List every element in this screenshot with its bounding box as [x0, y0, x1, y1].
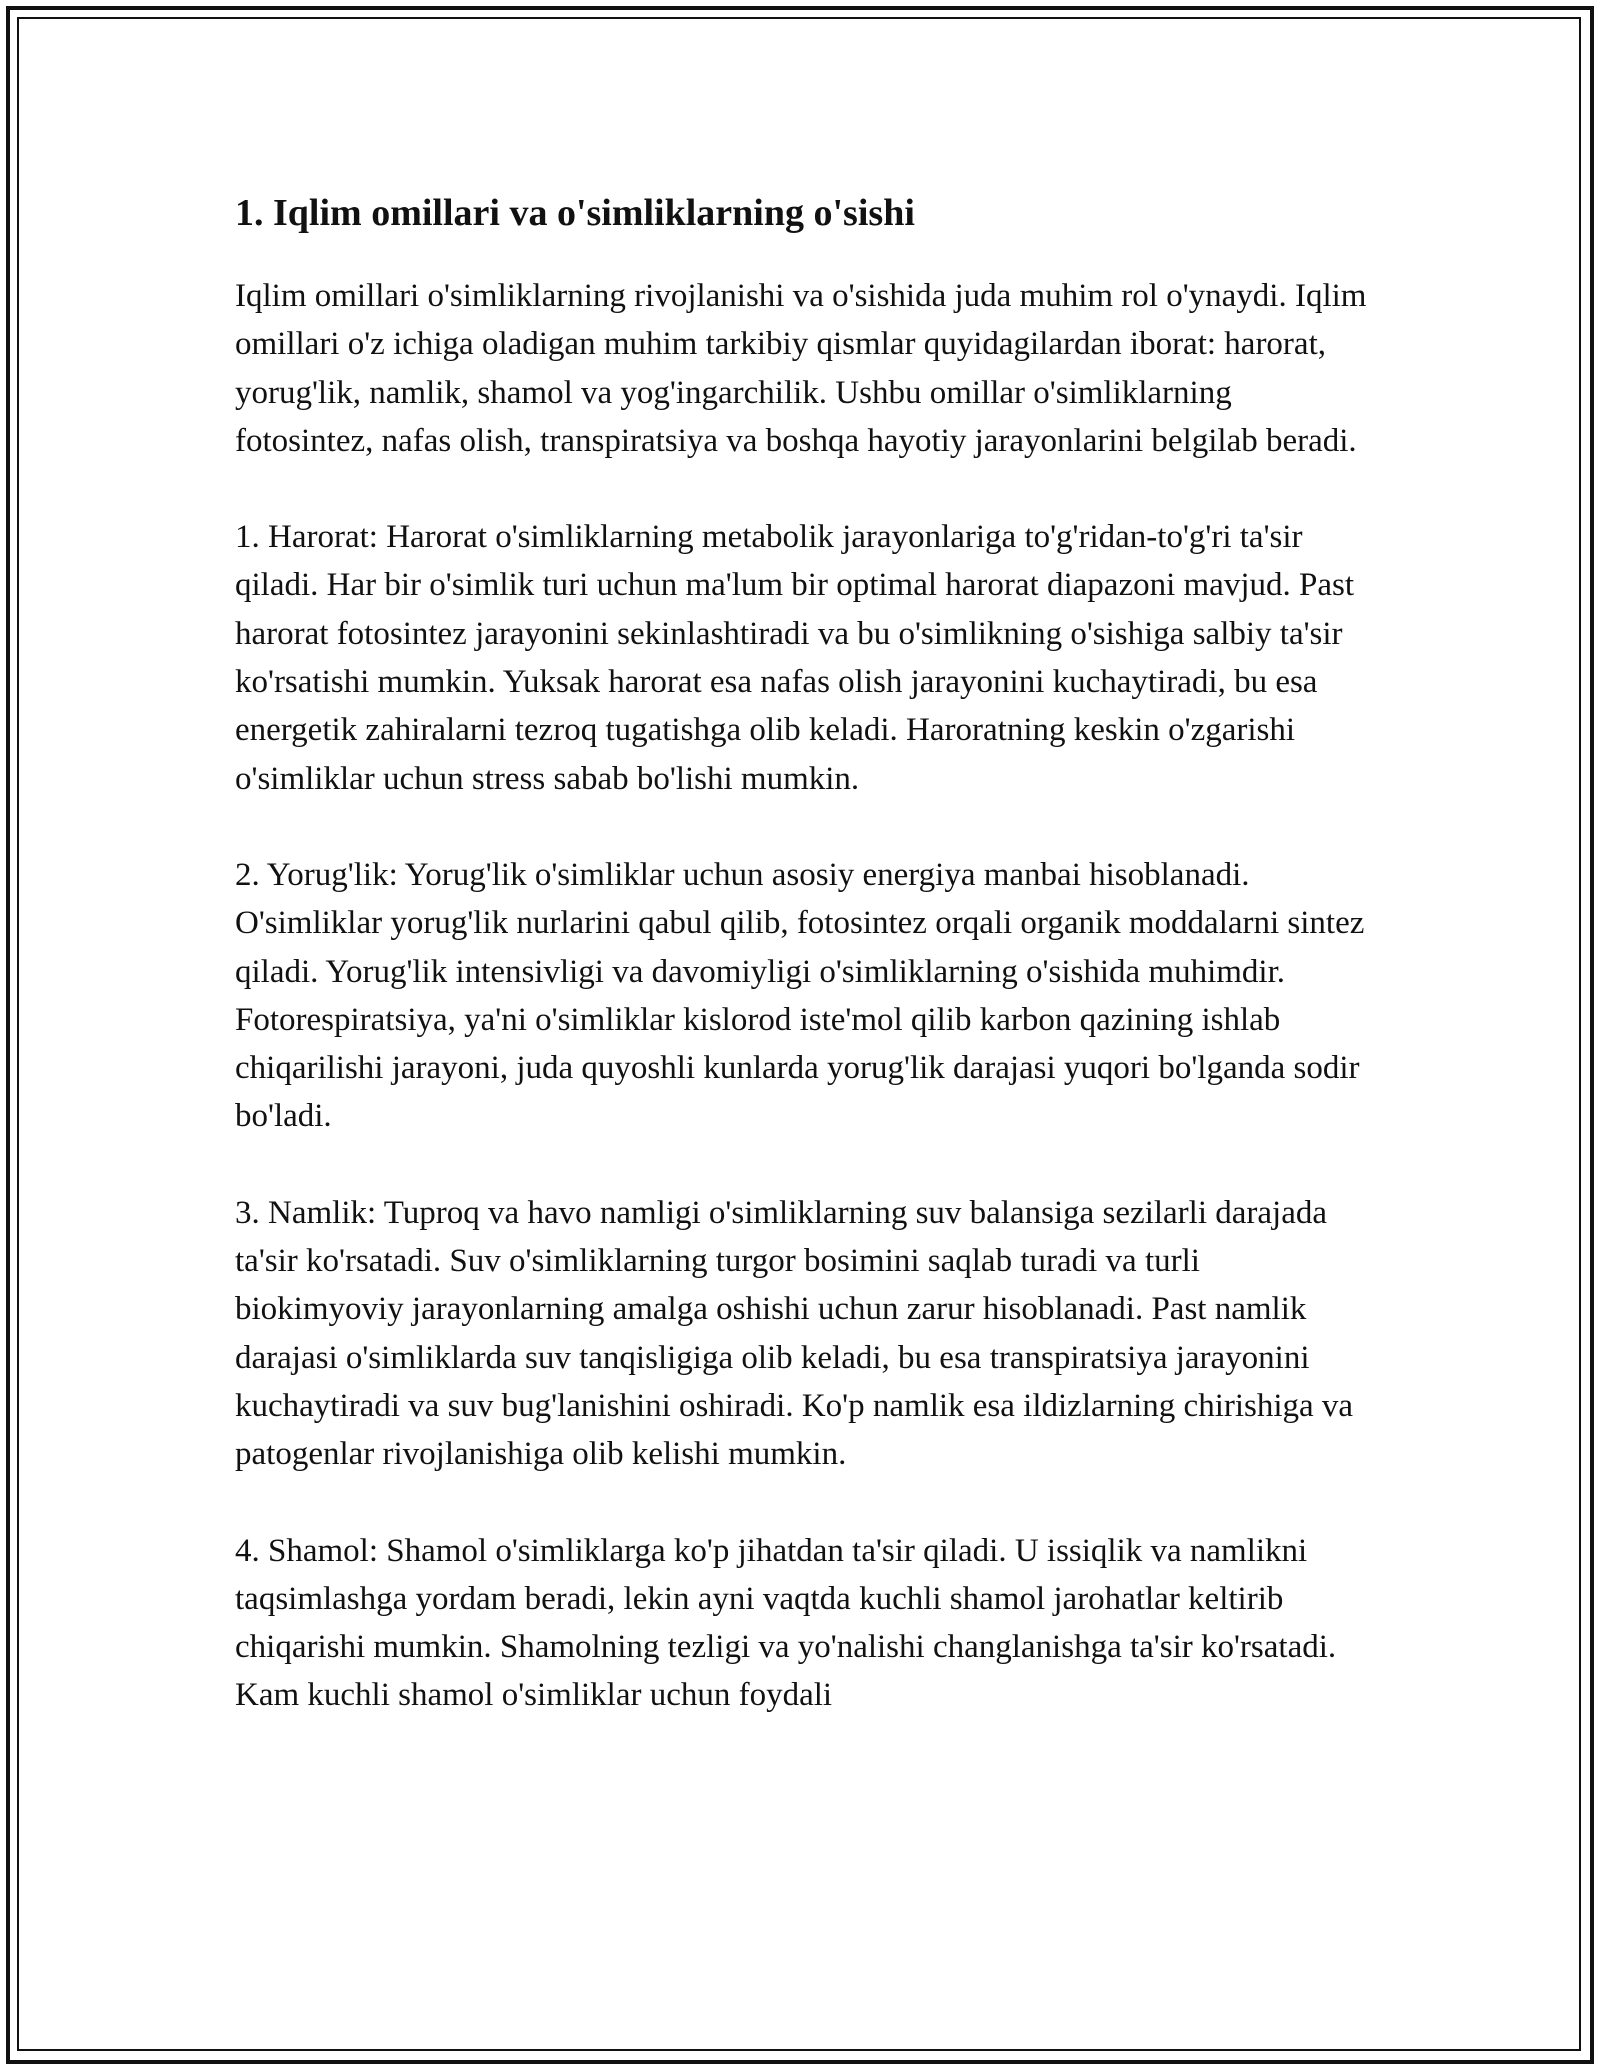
paragraph-yoruglik: 2. Yorug'lik: Yorug'lik o'simliklar uchun asosiy energiya manbai hisoblanadi. O'simliklar yorug'lik nurlarini qabul qilib, fotosintez orqali organik moddalarni sintez qiladi. Yorug'lik intensivligi va davomiyligi o'simliklarning o'sishida muhimdir. Fotorespiratsiya, ya'ni o'simliklar kislorod iste'mol qilib karbon qazining ishlab chiqarilishi jarayoni, juda quyoshli kunlarda yorug'lik darajasi yuqori bo'lganda sodir bo'ladi. [235, 856, 1365, 1135]
document-page [235, 186, 1375, 1768]
section-heading: 1. Iqlim omillari va o'simliklarning o'sishi [235, 192, 915, 234]
paragraph-namlik: 3. Namlik: Tuproq va havo namligi o'simliklarning suv balansiga sezilarli darajada ta'sir ko'rsatadi. Suv o'simliklarning turgor bosimini saqlab turadi va turli biokimyoviy jarayonlarning amalga oshishi uchun zarur hisoblanadi. Past namlik darajasi o'simliklarda suv tanqisligiga olib keladi, bu esa transpiratsiya jarayonini kuchaytiradi va suv bug'lanishini oshiradi. Ko'p namlik esa ildizlarning chirishiga va patogenlar rivojlanishiga olib kelishi mumkin. [235, 1194, 1354, 1473]
paragraph-harorat: 1. Harorat: Harorat o'simliklarning metabolik jarayonlariga to'g'ridan-to'g'ri ta'sir qiladi. Har bir o'simlik turi uchun ma'lum bir optimal harorat diapazoni mavjud. Past harorat fotosintez jarayonini sekinlashtiradi va bu o'simlikning o'sishiga salbiy ta'sir ko'rsatishi mumkin. Yuksak harorat esa nafas olish jarayonini kuchaytiradi, bu esa energetik zahiralarni tezroq tugatishga olib keladi. Haroratning keskin o'zgarishi o'simliklar uchun stress sabab bo'lishi mumkin. [235, 519, 1355, 797]
intro-paragraph: Iqlim omillari o'simliklarning rivojlanishi va o'sishida juda muhim rol o'ynaydi. Iqlim omillari o'z ichiga oladigan muhim tarkibiy qismlar quyidagilardan iborat: harorat, yorug'lik, namlik, shamol va yog'ingarchilik. Ushbu omillar o'simliklarning fotosintez, nafas olish, transpiratsiya va boshqa hayotiy jarayonlarini belgilab beradi. [235, 278, 1367, 459]
paragraph-shamol: 4. Shamol: Shamol o'simliklarga ko'p jihatdan ta'sir qiladi. U issiqlik va namlikni taqsimlashga yordam beradi, lekin ayni vaqtda kuchli shamol jarohatlar keltirib chiqarishi mumkin. Shamolning tezligi va yo'nalishi changlanishga ta'sir ko'rsatadi. Kam kuchli shamol o'simliklar uchun foydali [235, 1532, 1337, 1714]
